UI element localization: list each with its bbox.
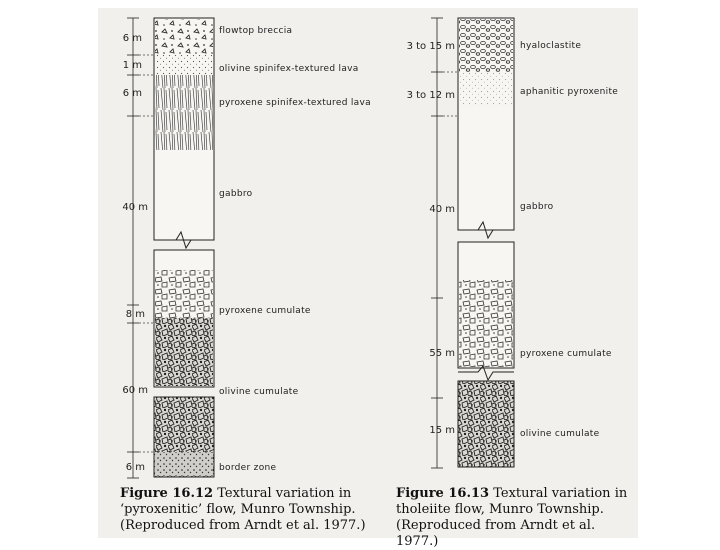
- fig1-thickness: 60 m: [122, 385, 148, 396]
- fig1-layer-label: olivine spinifex-textured lava: [219, 64, 359, 74]
- fig1-olivine-cumulate-fill: [155, 318, 213, 386]
- fig1-layer-label: flowtop breccia: [219, 26, 293, 36]
- fig2-layer-label: hyaloclastite: [520, 41, 582, 51]
- fig2-lower-column: [458, 381, 514, 467]
- fig2-caption-label: Figure 16.13: [396, 486, 490, 501]
- fig1-border-zone-fill: [155, 452, 213, 476]
- fig2-thickness: 55 m: [429, 348, 455, 359]
- fig2-aphanitic-fill: [459, 72, 513, 106]
- fig2-layer-label: gabbro: [520, 202, 554, 212]
- fig2-caption: [396, 486, 630, 550]
- fig1-thickness: 1 m: [122, 60, 142, 71]
- fig1-layer-label: pyroxene cumulate: [219, 306, 311, 316]
- fig2-layer-label: aphanitic pyroxenite: [520, 87, 619, 97]
- fig1-thickness: 6 m: [125, 462, 145, 473]
- fig2-thickness: 3 to 12 m: [406, 90, 455, 101]
- fig1-layer-label: olivine cumulate: [219, 387, 299, 397]
- fig1-caption-text: Textural variation in ‘pyroxenitic’ flow, Munro Township. (Reproduced from Arndt et al. 1977.): [120, 486, 366, 533]
- fig2-caption-text: Textural variation in tholeiite flow, Munro Township. (Reproduced from Arndt et al. 1977.): [396, 486, 628, 549]
- fig2-pyroxene-cumulate-fill: [459, 280, 513, 367]
- fig1-layer-label: gabbro: [219, 189, 253, 199]
- fig2-thickness: 15 m: [429, 425, 455, 436]
- fig2-hyaloclastite-fill: [459, 19, 513, 72]
- fig1-thickness: 40 m: [122, 202, 148, 213]
- fig1-layer-label: border zone: [219, 463, 277, 473]
- fig1-thickness: 6 m: [122, 88, 142, 99]
- fig1-pyroxene-spinifex-fill: [155, 75, 213, 150]
- fig1-thickness: 8 m: [125, 309, 145, 320]
- fig1-caption: [120, 486, 366, 534]
- fig1-olivine-spinifex-fill: [155, 55, 213, 75]
- fig2-layer-label: pyroxene cumulate: [520, 349, 612, 359]
- fig2-thickness: 3 to 15 m: [406, 41, 455, 52]
- fig2-thickness: 40 m: [429, 204, 455, 215]
- fig1-caption-label: Figure 16.12: [120, 486, 214, 501]
- fig1-column: [122, 18, 371, 478]
- fig2-column: [407, 18, 619, 468]
- fig2-layer-label: olivine cumulate: [520, 429, 600, 439]
- fig1-layer-label: pyroxene spinifex-textured lava: [219, 98, 371, 108]
- fig1-pyroxene-cumulate-fill: [155, 270, 213, 318]
- fig1-thickness: 6 m: [122, 33, 142, 44]
- fig1-flowtop-fill: [155, 19, 213, 55]
